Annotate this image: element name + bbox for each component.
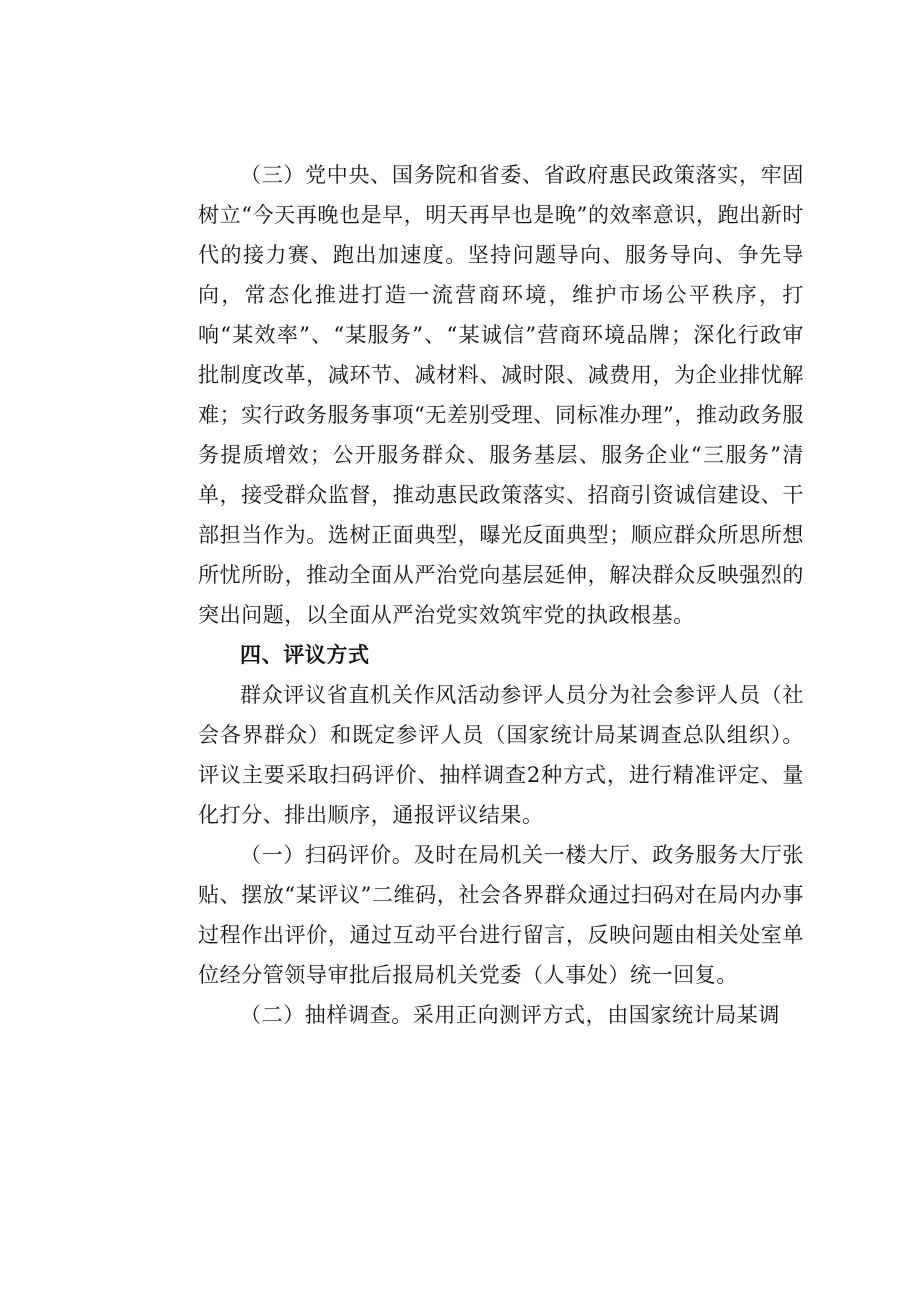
document-body xyxy=(198,155,804,1035)
paragraph-three: （三）党中央、国务院和省委、省政府惠民政策落实，牢固树立“今天再晚也是早，明天再早也是晚”的效率意识，跑出新时代的接力赛、跑出加速度。坚持问题导向、服务导向、争先导向，常态化推进打造一流营商环境，维护市场公平秩序，打响“某效率”、“某服务”、“某诚信”营商环境品牌；深化行政审批制度改革，减环节、减材料、减时限、减费用，为企业排忧解难；实行政务服务事项“无差别受理、同标准办理”，推动政务服务提质增效；公开服务群众、服务基层、服务企业“三服务”清单，接受群众监督，推动惠民政策落实、招商引资诚信建设、干部担当作为。选树正面典型，曝光反面典型；顺应群众所思所想所忧所盼，推动全面从严治党向基层延伸，解决群众反映强烈的突出问题，以全面从严治党实效筑牢党的执政根基。 xyxy=(198,163,804,627)
paragraph-scan-evaluation: （一）扫码评价。及时在局机关一楼大厅、政务服务大厅张贴、摆放“某评议”二维码，社会各界群众通过扫码对在局内办事过程作出评价，通过互动平台进行留言，反映问题由相关处室单位经分管领导审批后报局机关党委（人事处）统一回复。 xyxy=(198,843,804,987)
paragraph-review-method: 群众评议省直机关作风活动参评人员分为社会参评人员（社会各界群众）和既定参评人员（国家统计局某调查总队组织）。评议主要采取扫码评价、抽样调查2种方式，进行精准评定、量化打分、排出顺序，通报评议结果。 xyxy=(198,683,804,827)
section-heading-four: 四、评议方式 xyxy=(240,643,370,667)
paragraph-sample-survey: （二）抽样调查。采用正向测评方式，由国家统计局某调 xyxy=(240,1003,780,1027)
